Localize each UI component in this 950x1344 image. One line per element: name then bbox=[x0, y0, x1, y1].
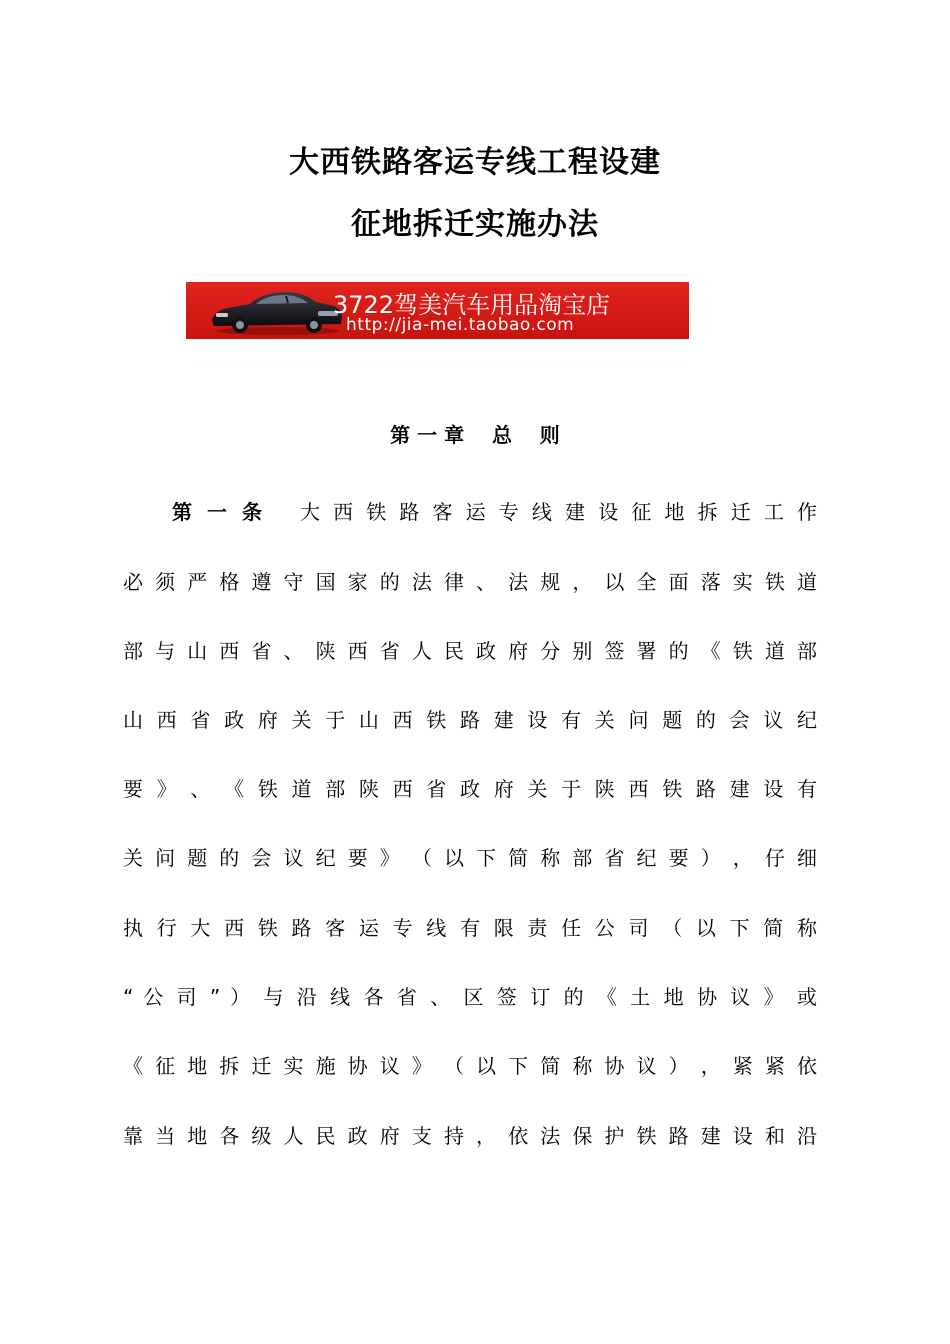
paragraph-line: 山 西 省 政 府 关 于 山 西 铁 路 建 设 有 关 问 题 的 会 议 纪 bbox=[123, 708, 817, 732]
paragraph-line: “ 公 司 ” ） 与 沿 线 各 省 、 区 签 订 的 《 土 地 协 议 》 或 bbox=[123, 985, 817, 1009]
paragraph-line: 执 行 大 西 铁 路 客 运 专 线 有 限 责 任 公 司 （ 以 下 简 称 bbox=[123, 916, 817, 940]
paragraph-line: 靠 当 地 各 级 人 民 政 府 支 持 ， 依 法 保 护 铁 路 建 设 和 沿 bbox=[123, 1124, 817, 1148]
car-image bbox=[206, 284, 346, 336]
paragraph-line: 要 》 、 《 铁 道 部 陕 西 省 政 府 关 于 陕 西 铁 路 建 设 有 bbox=[123, 777, 817, 801]
shop-banner[interactable] bbox=[186, 282, 689, 339]
paragraph-line: 关 问 题 的 会 议 纪 要 》 （ 以 下 简 称 部 省 纪 要 ） ， 仔 细 bbox=[123, 846, 817, 870]
shop-name: 3722驾美汽车用品淘宝店 bbox=[333, 291, 611, 319]
paragraph-line: 部 与 山 西 省 、 陕 西 省 人 民 政 府 分 别 签 署 的 《 铁 道 部 bbox=[123, 639, 817, 663]
paragraph-line: 《 征 地 拆 迁 实 施 协 议 》 （ 以 下 简 称 协 议 ） ， 紧 紧 依 bbox=[123, 1054, 817, 1078]
document-title-line-2: 征地拆迁实施办法 bbox=[351, 207, 599, 242]
article-label: 第 一 条 bbox=[172, 500, 262, 524]
chapter-heading: 第 一 章 总 则 bbox=[390, 423, 560, 447]
shop-url-link[interactable]: http://jia-mei.taobao.com bbox=[346, 315, 575, 335]
paragraph-line: 必 须 严 格 遵 守 国 家 的 法 律 、 法 规 ， 以 全 面 落 实 铁 道 bbox=[123, 570, 817, 594]
paragraph-line: 大 西 铁 路 客 运 专 线 建 设 征 地 拆 迁 工 作 bbox=[300, 500, 817, 524]
document-title-line-1: 大西铁路客运专线工程设建 bbox=[289, 145, 661, 180]
